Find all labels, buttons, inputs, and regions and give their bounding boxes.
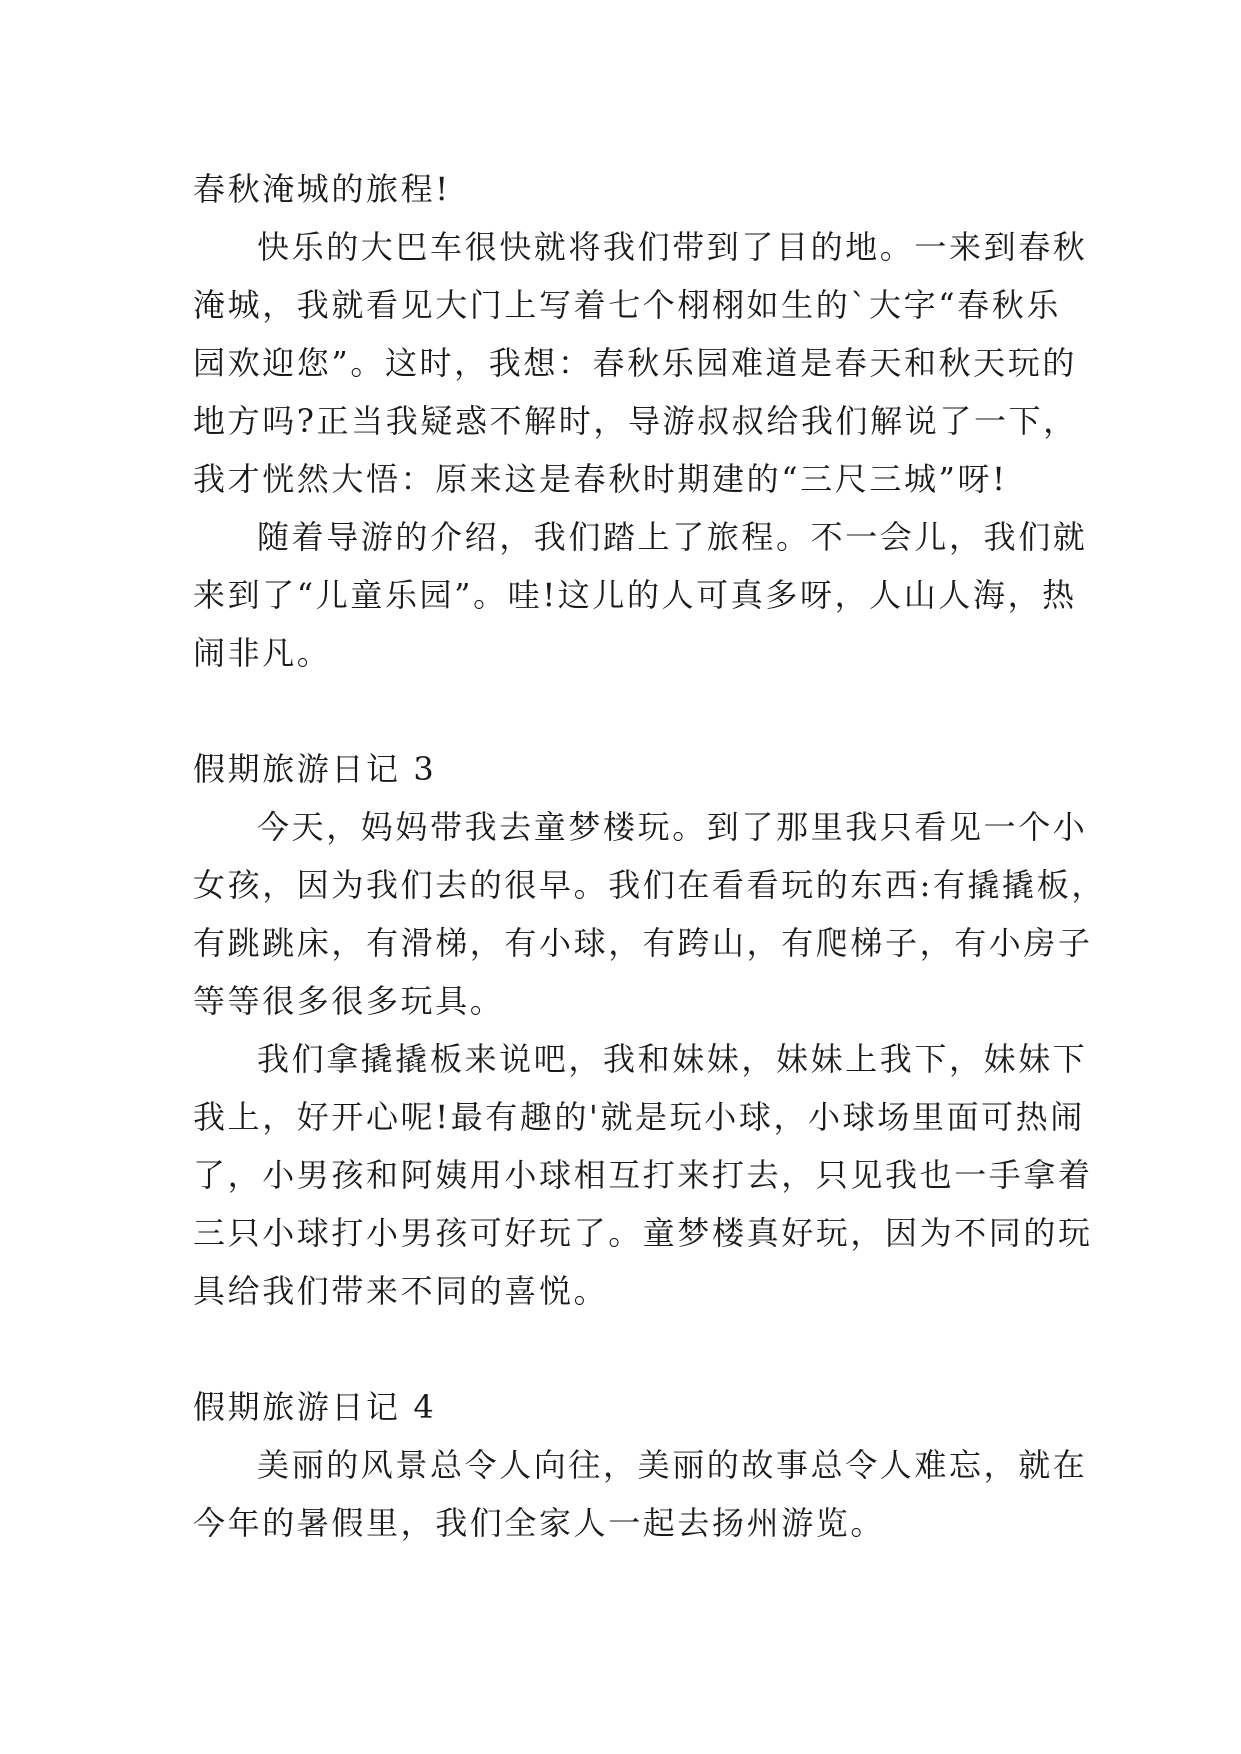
paragraph	[193, 1030, 1093, 1320]
section-title: 假期旅游日记 3	[193, 750, 437, 788]
text-line: 今年的暑假里，我们全家人一起去扬州游览。	[193, 1504, 886, 1542]
section-title: 假期旅游日记 4	[193, 1388, 437, 1426]
paragraph	[193, 798, 1106, 1030]
text-line: 等等很多很多玩具。	[193, 982, 505, 1020]
text-line: 了，小男孩和阿姨用小球相互打来打去，只见我也一手拿着	[193, 1156, 1093, 1194]
text-line: 我才恍然大悟：原来这是春秋时期建的“三尺三城”呀!	[193, 460, 1008, 498]
paragraph	[193, 508, 1088, 682]
text-line: 具给我们带来不同的喜悦。	[193, 1272, 609, 1310]
paragraph	[193, 1436, 1088, 1552]
text-line: 美丽的风景总令人向往，美丽的故事总令人难忘，就在	[257, 1446, 1088, 1484]
text-line: 我们拿撬撬板来说吧，我和妹妹，妹妹上我下，妹妹下	[257, 1040, 1088, 1078]
text-line: 快乐的大巴车很快就将我们带到了目的地。一来到春秋	[257, 228, 1088, 266]
text-line: 我上，好开心呢!最有趣的'就是玩小球，小球场里面可热闹	[193, 1098, 1085, 1136]
paragraph	[193, 218, 1088, 508]
text-line: 地方吗?正当我疑惑不解时，导游叔叔给我们解说了一下，	[193, 402, 1078, 440]
document-page	[193, 160, 1106, 1552]
text-line: 三只小球打小男孩可好玩了。童梦楼真好玩，因为不同的玩	[193, 1214, 1093, 1252]
section-spacer	[193, 682, 1053, 740]
text-line: 有跳跳床，有滑梯，有小球，有跨山，有爬梯子，有小房子	[193, 924, 1093, 962]
text-line: 女孩，因为我们去的很早。我们在看看玩的东西:有撬撬板，	[193, 866, 1106, 904]
text-line: 园欢迎您”。这时，我想：春秋乐园难道是春天和秋天玩的	[193, 344, 1077, 382]
text-line: 来到了“儿童乐园”。哇!这儿的人可真多呀，人山人海，热	[193, 576, 1077, 614]
text-line: 淹城，我就看见大门上写着七个栩栩如生的`大字“春秋乐	[193, 286, 1061, 324]
text-line: 今天，妈妈带我去童梦楼玩。到了那里我只看见一个小	[257, 808, 1088, 846]
section-spacer	[193, 1320, 1053, 1378]
text-line: 闹非凡。	[193, 634, 332, 672]
text-line: 随着导游的介绍，我们踏上了旅程。不一会儿，我们就	[257, 518, 1088, 556]
intro-line: 春秋淹城的旅程!	[193, 170, 451, 208]
